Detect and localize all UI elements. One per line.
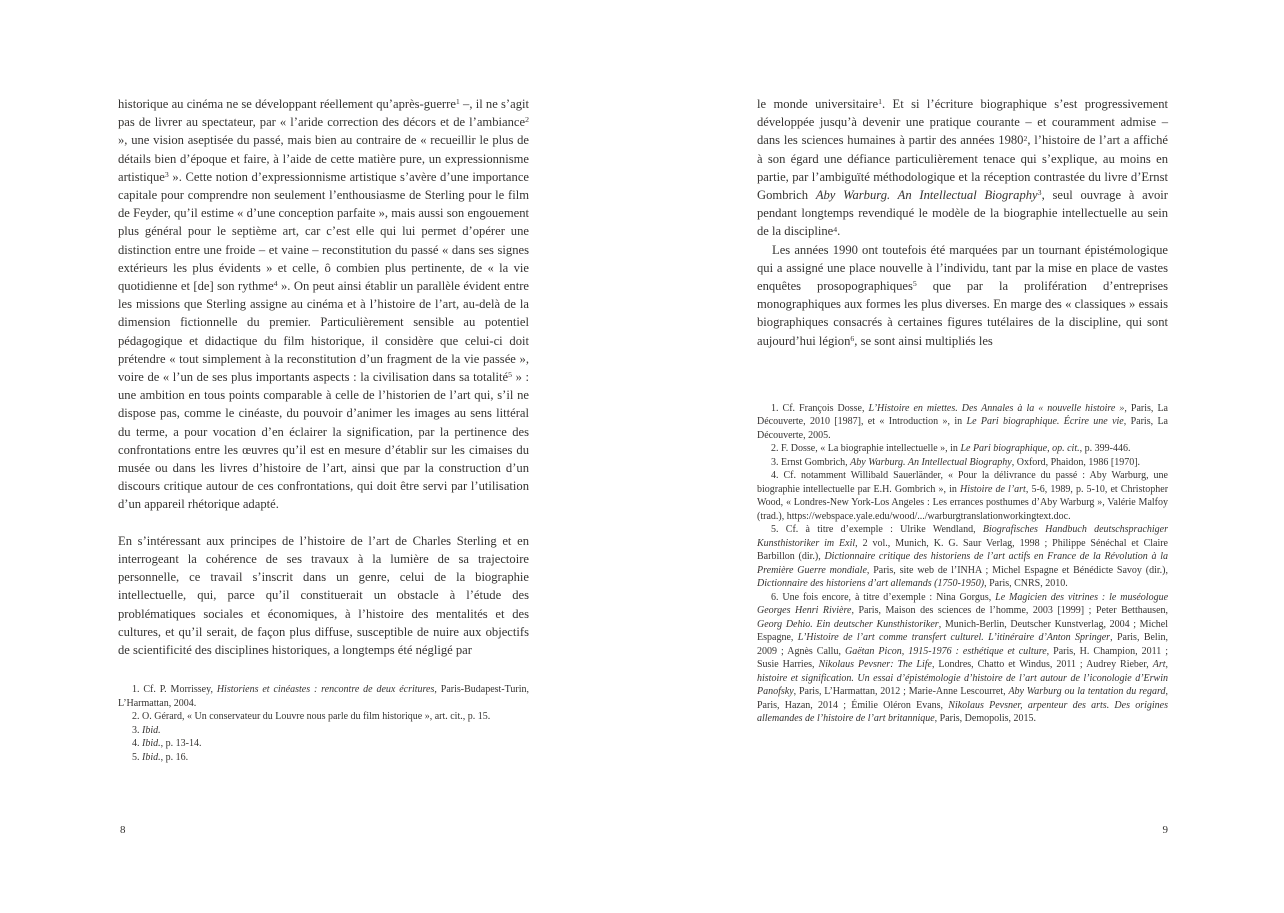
italic-text: Gaëtan Picon, 1915-1976 : esthétique et culture: [844, 645, 1047, 657]
footnote: 2. F. Dosse, « La biographie intellectuelle », in Le Pari biographique, op. cit., p. 399-446.: [771, 443, 1131, 455]
italic-text: Histoire de l’art: [960, 483, 1026, 495]
footnote: 2. O. Gérard, « Un conservateur du Louvre nous parle du film historique », art. cit., p. 15.: [132, 711, 491, 723]
footnote-reference: 5: [508, 370, 513, 380]
footnote: 6. Une fois encore, à titre d’exemple : Nina Gorgus, Le Magicien des vitrines : le muséologue Georges Henri Rivière, Paris, Maison des sciences de l’homme, 2003 [1999] ; Peter Betthausen, Georg Dehio. Ein deutscher Kunsthistoriker, Munich-Berlin, Deutscher Kunstverlag, 2004 ; Michel Espagne, L’Histoire de l’art comme transfert culturel. L’itinéraire d’Anton Springer, Paris, Belin, 2009 ; Agnès Callu, Gaëtan Picon, 1915-1976 : esthétique et culture, Paris, H. Champion, 2011 ; Susie Harries, Nikolaus Pevsner: The Life, Londres, Chatto et Windus, 2011 ; Audrey Rieber, Art, histoire et signification. Un essai d’épistémologie d’histoire de l’art autour de l’iconologie d’Erwin Panofsky, Paris, L’Harmattan, 2012 ; Marie-Anne Lescourret, Aby Warburg ou la tentation du regard, Paris, Hazan, 2014 ; Émilie Oléron Evans, Nikolaus Pevsner, arpenteur des arts. Des origines allemandes de l’histoire de l’art britannique, Paris, Demopolis, 2015.: [757, 591, 1169, 725]
italic-text: Biografisches Handbuch deutschsprachiger Kunsthistoriker im Exil: [757, 524, 1168, 549]
italic-text: Aby Warburg ou la tentation du regard: [1008, 686, 1166, 698]
page-9-footnotes: [757, 402, 1168, 726]
italic-text: Le Pari biographique: [960, 443, 1048, 455]
footnote-reference: 3: [1037, 188, 1042, 198]
italic-text: Dictionnaire des historiens d’art allemands (1750-1950): [757, 578, 985, 590]
footnote: 4. Cf. notamment Willibald Sauerländer, « Pour la délivrance du passé : Aby Warburg, une biographie intellectuelle par E.H. Gombrich », in Histoire de l’art, 5-6, 1989, p. 5-10, et Christopher Wood, « Londres-New York-Los Angeles : Les errances posthumes d’Aby Warburg », Valérie Malfoy (trad.), https://webspace.yale.edu/wood/.../warburgtranslationworkingtext.doc.: [757, 470, 1169, 522]
italic-text: Ibid.: [142, 724, 161, 736]
italic-text: Aby Warburg. An Intellectual Biography: [815, 188, 1038, 203]
footnote: 1. Cf. François Dosse, L’Histoire en miettes. Des Annales à la « nouvelle histoire », Paris, La Découverte, 2010 [1987], et « Introduction », in Le Pari biographique. Écrire une vie, Paris, La Découverte, 2005.: [757, 402, 1168, 441]
footnote-reference: 4: [833, 224, 838, 234]
footnote-reference: 2: [1023, 133, 1028, 143]
italic-text: L’Histoire de l’art comme transfert culturel. L’itinéraire d’Anton Springer: [797, 632, 1111, 644]
page-number-left: 8: [120, 824, 126, 836]
footnote: 1. Cf. P. Morrissey, Historiens et cinéastes : rencontre de deux écritures, Paris-Budapest-Turin, L’Harmattan, 2004.: [118, 684, 529, 709]
body-paragraph: En s’intéressant aux principes de l’histoire de l’art de Charles Sterling et en interrogeant la cohérence de ses travaux à la lumière de sa trajectoire personnelle, ce travail s’inscrit dans un genre, celui de la biographie intellectuelle, qui, parce qu’il constituerait un obstacle à l’étude des problématiques sociales et économiques, à l’histoire des mentalités et des cultures, et qu’il serait, de façon plus diffuse, susceptible de nuire aux objectifs de scientificité des disciplines historiques, a longtemps été négligé par: [118, 533, 529, 658]
page-9: [757, 95, 1168, 726]
page-8-footnotes: [118, 683, 529, 764]
footnote-reference: 5: [912, 279, 917, 289]
page-8: [118, 95, 529, 764]
footnote: 4. Ibid., p. 13-14.: [132, 738, 202, 750]
page-9-body-text: [757, 95, 1168, 350]
italic-text: Ibid.: [142, 751, 161, 763]
italic-text: Ibid.: [142, 738, 161, 750]
footnote: 3. Ernst Gombrich, Aby Warburg. An Intellectual Biography, Oxford, Phaidon, 1986 [1970].: [771, 456, 1141, 468]
italic-text: Nikolaus Pevsner, arpenteur des arts. Des origines allemandes de l’histoire de l’art britannique: [757, 699, 1168, 725]
italic-text: Le Pari biographique. Écrire une vie: [966, 416, 1124, 428]
footnote-reference: 3: [164, 169, 169, 179]
footnote-reference: 1: [878, 97, 882, 107]
footnote-reference: 4: [273, 279, 278, 289]
footnote-reference: 6: [850, 333, 855, 343]
italic-text: Georg Dehio. Ein deutscher Kunsthistoriker: [757, 618, 939, 630]
italic-text: L’Histoire en miettes. Des Annales à la « nouvelle histoire »: [868, 402, 1125, 414]
footnote-reference: 1: [455, 97, 460, 107]
italic-text: Aby Warburg. An Intellectual Biography: [850, 456, 1012, 468]
italic-text: Historiens et cinéastes : rencontre de deux écritures: [216, 684, 435, 696]
page-8-body-text: [118, 95, 529, 659]
italic-text: Art, histoire et signification. Un essai d’épistémologie d’histoire de l’art autour de l’iconologie d’Erwin Panofsky: [757, 659, 1168, 698]
body-paragraph: historique au cinéma ne se développant réellement qu’après-guerre$^1$ –, il ne s’agit pas de livrer au spectateur, par « l’aride correction des décors et de l’ambiance$^2$ », une vision aseptisée du passé, mais bien au contraire de « recueillir le plus de détails bien d’époque et faire, à l’aide de cette matière pure, un expressionnisme artistique$^3$ ». Cette notion d’expressionnisme artistique s’avère d’une importance capitale pour comprendre non seulement l’enthousiasme de Sterling pour le film de Feyder, qu’il estime « d’une conception parfaite », mais aussi son engouement plus général pour le septième art, car c’est elle qui lui permet d’opérer une distinction entre une froide – et vaine – reconstitution du passé « dans ses signes extérieurs les plus évidents » et celle, ô combien plus pertinente, de « la vie quotidienne et [de] son rythme$^4$ ». On peut ainsi établir un parallèle évident entre les missions que Sterling assigne au cinéma et à l’histoire de l’art, au-delà de la dimension fictionnelle du premier. Particulièrement sensible au potentiel pédagogique et didactique du film historique, il considère que celui-ci doit prétendre « tout simplement à la reconstitution d’un fragment de la vie passée », voire de « l’un de ses plus importants aspects : la civilisation dans sa totalité$^5$ » : une ambition en tous points comparable à celle de l’historien de l’art qui, s’il ne dispose pas, comme le cinéaste, du pouvoir d’animer les images au sens littéral du terme, a pour vocation d’en éclairer la signification, par la pertinence des confrontations entre les œuvres qu’il est en mesure d’établir sur les cimaises du musée ou dans les livres d’histoire de l’art, ainsi que par la construction d’un discours critique autour de ces confrontations, qui doit être servi par l’utilisation d’un appareil rhétorique adapté.: [118, 97, 530, 512]
footnote-reference: 2: [525, 115, 529, 125]
italic-text: Le Magicien des vitrines : le muséologue Georges Henri Rivière: [757, 591, 1169, 617]
italic-text: Nikolaus Pevsner: The Life: [818, 659, 932, 671]
body-paragraph: Les années 1990 ont toutefois été marquées par un tournant épistémologique qui a assigné une place nouvelle à l’individu, tant par la mise en place de vastes enquêtes prosopographiques$^5$ que par la prolifération d’entreprises monographiques aux formes les plus diverses. En marge des « classiques » essais biographiques consacrés à certaines figures tutélaires de la discipline, qui sont aujourd’hui légion$^6$, se sont ainsi multipliés les: [757, 242, 1168, 348]
italic-text: Dictionnaire critique des historiens de l’art actifs en France de la Révolution à la Première Guerre mondiale: [757, 551, 1168, 576]
footnote: 5. Ibid., p. 16.: [132, 751, 189, 763]
body-paragraph: le monde universitaire$^1$. Et si l’écriture biographique s’est progressivement développée jusqu’à devenir une pratique courante – et couramment admise – dans les sciences humaines à partir des années 1980$^2$, l’histoire de l’art a affiché à son égard une défiance particulièrement tenace qui s’explique, au moins en partie, par l’ambiguïté méthodologique et la réception contrastée du livre d’Ernst Gombrich Aby Warburg. An Intellectual Biography$^3$, seul ouvrage à avoir pendant longtemps revendiqué le modèle de la biographie intellectuelle au sein de la discipline$^4$.: [757, 97, 1168, 239]
italic-text: op. cit.: [1052, 443, 1080, 455]
footnote: 5. Cf. à titre d’exemple : Ulrike Wendland, Biografisches Handbuch deutschsprachiger Kunsthistoriker im Exil, 2 vol., Munich, K. G. Saur Verlag, 1998 ; Philippe Sénéchal et Claire Barbillon (dir.), Dictionnaire critique des historiens de l’art actifs en France de la Révolution à la Première Guerre mondiale, Paris, site web de l’INHA ; Michel Espagne et Bénédicte Savoy (dir.), Dictionnaire des historiens d’art allemands (1750-1950), Paris, CNRS, 2010.: [757, 524, 1168, 590]
page-number-right: 9: [1162, 824, 1168, 836]
footnote: 3. Ibid.: [132, 724, 161, 736]
